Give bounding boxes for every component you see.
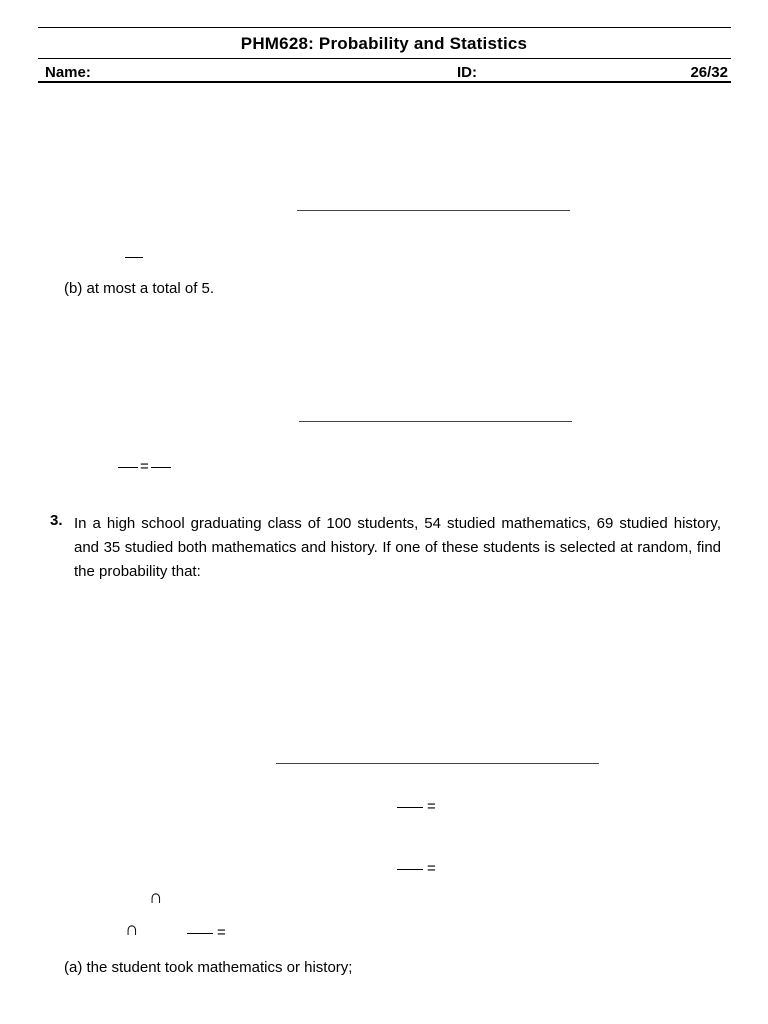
id-label: ID: bbox=[457, 64, 477, 81]
fraction-bar bbox=[397, 807, 423, 808]
fraction-bar bbox=[297, 210, 570, 211]
question-number: 3. bbox=[50, 512, 63, 529]
page-number: 26/32 bbox=[690, 64, 728, 81]
fraction-bar bbox=[299, 421, 572, 422]
part-b-text: (b) at most a total of 5. bbox=[64, 280, 215, 297]
fraction-bar bbox=[151, 467, 171, 468]
fraction-equation bbox=[187, 921, 226, 945]
fraction-equation bbox=[397, 857, 436, 881]
intersection-symbol: ∩ bbox=[149, 887, 163, 908]
fraction-equation bbox=[118, 455, 171, 479]
intersection-symbol: ∩ bbox=[125, 919, 139, 940]
header-bottom-rule bbox=[38, 81, 731, 83]
fraction-equation bbox=[397, 795, 436, 819]
question-text: In a high school graduating class of 100 students, 54 studied mathematics, 69 studied history, and 35 studied both mathematics and history. If one of these students is selected at random, find the probability that: bbox=[74, 515, 721, 580]
header-middle-rule bbox=[38, 58, 731, 59]
equals-sign: = bbox=[427, 860, 436, 877]
fraction-bar bbox=[187, 933, 213, 934]
equals-sign: = bbox=[217, 924, 226, 941]
fraction-bar bbox=[118, 467, 138, 468]
fraction-bar bbox=[276, 763, 599, 764]
equals-sign: = bbox=[140, 458, 149, 475]
course-title: PHM628: Probability and Statistics bbox=[240, 34, 528, 53]
fraction-bar bbox=[125, 257, 143, 258]
equals-sign: = bbox=[427, 798, 436, 815]
part-a-text: (a) the student took mathematics or history; bbox=[64, 959, 353, 976]
name-label: Name: bbox=[45, 64, 91, 81]
header-top-rule bbox=[38, 27, 731, 28]
fraction-bar bbox=[397, 869, 423, 870]
